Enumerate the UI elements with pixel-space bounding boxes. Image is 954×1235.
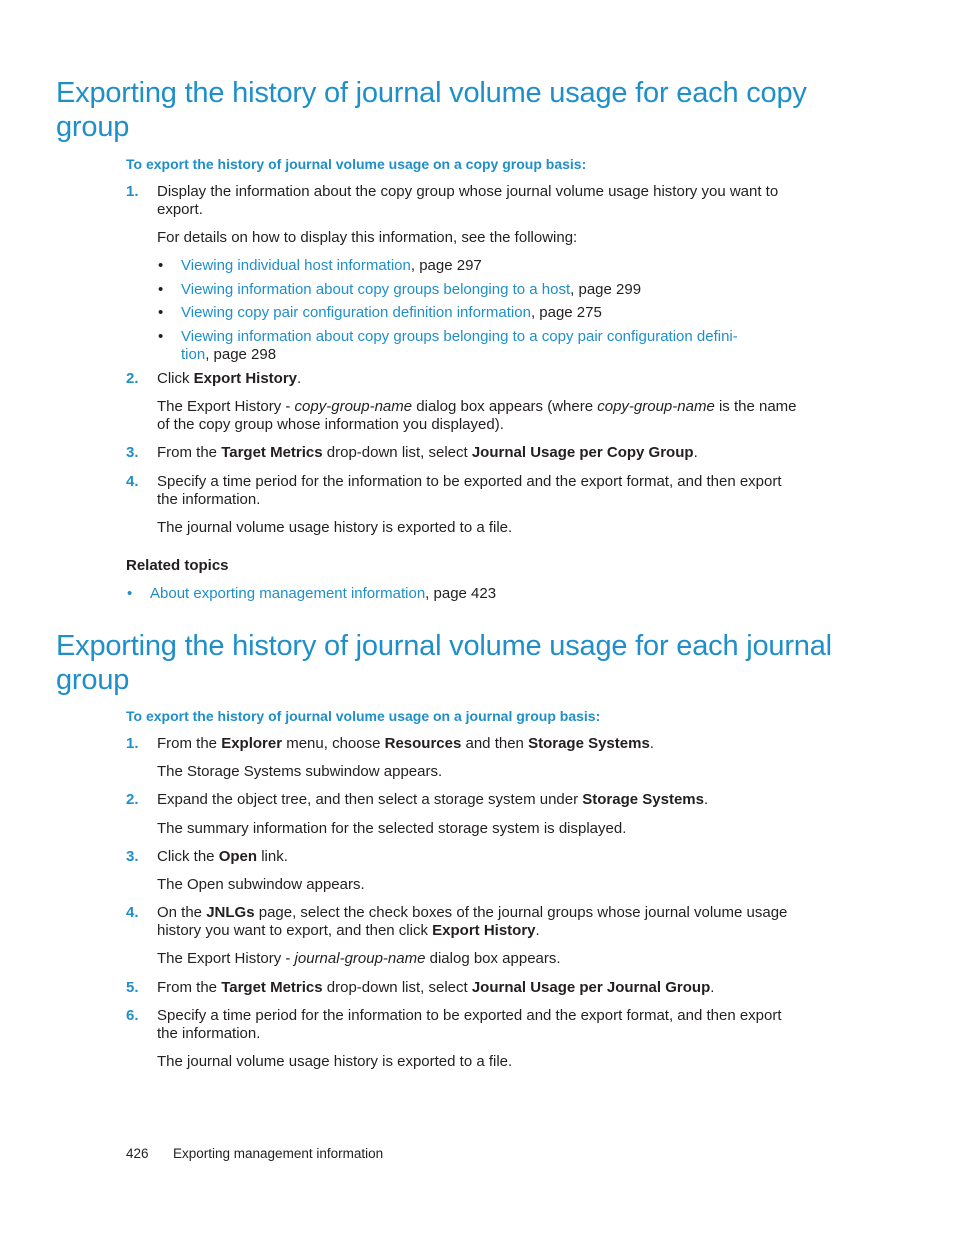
link-viewing-copy-groups-host[interactable]: Viewing information about copy groups belonging to a host bbox=[181, 281, 571, 298]
step-number: 4. bbox=[126, 904, 139, 921]
section-title-copy-group: Exporting the history of journal volume usage for each copy group bbox=[56, 77, 807, 143]
bullet-icon: • bbox=[158, 257, 164, 274]
bullet-icon: • bbox=[158, 328, 164, 345]
step-text: link. bbox=[257, 848, 288, 865]
ui-term: Target Metrics bbox=[221, 444, 323, 461]
step-number: 4. bbox=[126, 473, 139, 490]
step-text: From the bbox=[157, 735, 222, 752]
step-text: On the bbox=[157, 904, 207, 921]
section-title-journal-group: Exporting the history of journal volume usage for each journal group bbox=[56, 630, 832, 696]
step-text: and then bbox=[461, 735, 529, 752]
link-viewing-copy-groups-config-continued[interactable]: tion bbox=[181, 346, 206, 363]
result-text: of the copy group whose information you displayed). bbox=[157, 416, 504, 433]
result-text: dialog box appears. bbox=[425, 950, 561, 967]
procedure-heading-copy-group: To export the history of journal volume usage on a copy group basis: bbox=[126, 156, 587, 172]
step-text: . bbox=[649, 735, 654, 752]
step-detail-text: For details on how to display this information, see the following: bbox=[157, 229, 578, 246]
link-viewing-copy-groups-config[interactable]: Viewing information about copy groups belonging to a copy pair configuration defini- bbox=[181, 328, 738, 345]
link-viewing-copy-pair-config[interactable]: Viewing copy pair configuration definition information bbox=[181, 304, 531, 321]
link-about-exporting[interactable]: About exporting management information bbox=[150, 585, 426, 602]
result-text: dialog box appears (where bbox=[412, 398, 598, 415]
ui-term: Journal Usage per Journal Group bbox=[471, 979, 711, 996]
page-ref: , page 299 bbox=[570, 281, 642, 298]
variable-name: copy-group-name bbox=[597, 398, 715, 415]
ui-term: Journal Usage per Copy Group bbox=[471, 444, 694, 461]
step-result-text: The Open subwindow appears. bbox=[157, 876, 365, 893]
variable-name: copy-group-name bbox=[294, 398, 413, 415]
step-text: . bbox=[693, 444, 698, 461]
ui-term: Export History bbox=[193, 370, 298, 387]
link-viewing-individual-host[interactable]: Viewing individual host information bbox=[181, 257, 411, 274]
bullet-icon: • bbox=[127, 585, 133, 602]
ui-term: Storage Systems bbox=[582, 791, 704, 808]
step-text: drop-down list, select bbox=[322, 979, 472, 996]
step-result-text bbox=[157, 950, 807, 968]
result-text: The Export History - bbox=[157, 398, 295, 415]
step-text: Click the bbox=[157, 848, 219, 865]
step-text: . bbox=[704, 791, 709, 808]
step-number: 1. bbox=[126, 183, 139, 200]
step-number: 5. bbox=[126, 979, 139, 996]
footer-chapter-title: Exporting management information bbox=[173, 1146, 384, 1161]
page-ref: , page 298 bbox=[205, 346, 277, 363]
step-number: 3. bbox=[126, 444, 139, 461]
ui-term: Resources bbox=[384, 735, 462, 752]
page-ref: , page 423 bbox=[425, 585, 497, 602]
ui-term: Export History bbox=[432, 922, 536, 939]
page-number: 426 bbox=[126, 1146, 149, 1161]
step-text: . bbox=[297, 370, 302, 387]
ui-term: Explorer bbox=[221, 735, 283, 752]
result-text: The Export History - bbox=[157, 950, 295, 967]
step-text: . bbox=[535, 922, 540, 939]
step-text: Click bbox=[157, 370, 194, 387]
step-number: 1. bbox=[126, 735, 139, 752]
step-text: page, select the check boxes of the journal groups whose journal volume usage history you want to export, and then click bbox=[157, 904, 788, 939]
result-text: is the name bbox=[714, 398, 797, 415]
step-text: From the bbox=[157, 979, 222, 996]
step-text: Display the information about the copy group whose journal volume usage history you want to export. bbox=[157, 183, 779, 218]
step-number: 3. bbox=[126, 848, 139, 865]
page-ref: , page 275 bbox=[530, 304, 602, 321]
procedure-heading-journal-group: To export the history of journal volume usage on a journal group basis: bbox=[126, 708, 601, 724]
step-text: Specify a time period for the information to be exported and the export format, and then export the information. bbox=[157, 1007, 782, 1042]
step-text: Specify a time period for the information to be exported and the export format, and then export the information. bbox=[157, 473, 782, 508]
bullet-icon: • bbox=[158, 281, 164, 298]
step-number: 2. bbox=[126, 791, 139, 808]
ui-term: Open bbox=[218, 848, 258, 865]
step-text: Expand the object tree, and then select a storage system under bbox=[157, 791, 583, 808]
step-text: drop-down list, select bbox=[322, 444, 472, 461]
step-text: menu, choose bbox=[282, 735, 385, 752]
page-ref: , page 297 bbox=[410, 257, 482, 274]
ui-term: JNLGs bbox=[206, 904, 255, 921]
related-topics-heading: Related topics bbox=[126, 557, 229, 574]
step-result-text: The summary information for the selected storage system is displayed. bbox=[157, 820, 627, 837]
step-text: From the bbox=[157, 444, 222, 461]
step-result-text bbox=[157, 398, 807, 434]
ui-term: Target Metrics bbox=[221, 979, 323, 996]
step-result-text: The journal volume usage history is exported to a file. bbox=[157, 1053, 513, 1070]
step-result-text: The Storage Systems subwindow appears. bbox=[157, 763, 443, 780]
ui-term: Storage Systems bbox=[528, 735, 650, 752]
step-result-text: The journal volume usage history is exported to a file. bbox=[157, 519, 513, 536]
variable-name: journal-group-name bbox=[294, 950, 426, 967]
step-text: . bbox=[710, 979, 715, 996]
bullet-icon: • bbox=[158, 304, 164, 321]
step-number: 6. bbox=[126, 1007, 139, 1024]
step-number: 2. bbox=[126, 370, 139, 387]
